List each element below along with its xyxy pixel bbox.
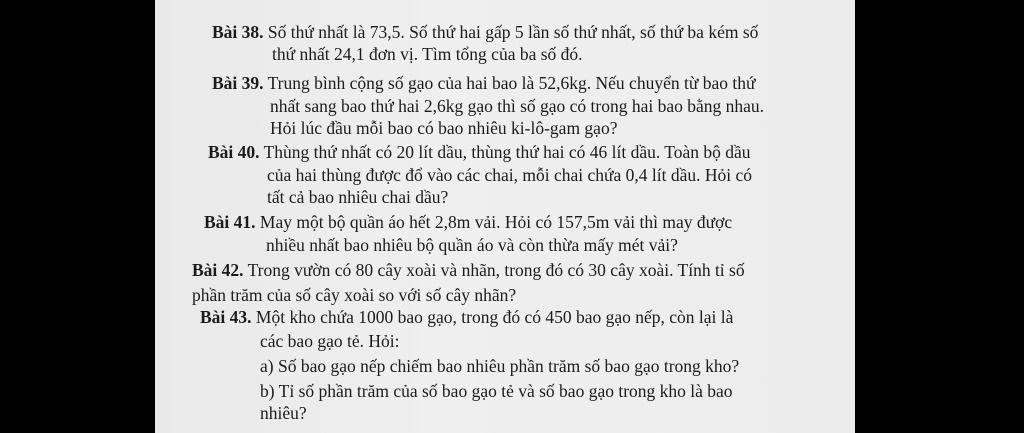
problem-38-line-2: thứ nhất 24,1 đơn vị. Tìm tổng của ba số đó.	[272, 44, 583, 64]
problem-41-line-2: nhiều nhất bao nhiêu bộ quần áo và còn thừa mấy mét vải?	[266, 235, 678, 255]
problem-39-line-3: Hỏi lúc đầu mỗi bao có bao nhiêu ki-lô-gam gạo?	[270, 118, 618, 138]
problem-41-line-1: Bài 41. May một bộ quần áo hết 2,8m vải. Hỏi có 157,5m vải thì may được	[204, 212, 733, 232]
problem-40-line-3: tất cả bao nhiêu chai dầu?	[267, 187, 449, 207]
problem-39-line-2: nhất sang bao thứ hai 2,6kg gạo thì số gạo có trong hai bao bằng nhau.	[270, 96, 765, 116]
problem-43-part-b-cont: nhiêu?	[260, 403, 307, 423]
problem-42-label: Bài 42.	[192, 260, 244, 280]
problem-43-label: Bài 43.	[200, 307, 252, 327]
problem-43-line-1: Bài 43. Một kho chứa 1000 bao gạo, trong đó có 450 bao gạo nếp, còn lại là	[200, 307, 734, 327]
problem-43-part-a: a) Số bao gạo nếp chiếm bao nhiêu phần trăm số bao gạo trong kho?	[260, 356, 740, 376]
problem-40-line-1: Bài 40. Thùng thứ nhất có 20 lít dầu, thùng thứ hai có 46 lít dầu. Toàn bộ dầu	[208, 142, 751, 162]
problem-39-line-1: Bài 39. Trung bình cộng số gạo của hai bao là 52,6kg. Nếu chuyển từ bao thứ	[212, 73, 756, 93]
problem-43-part-b: b) Tỉ số phần trăm của số bao gạo tẻ và số bao gạo trong kho là bao	[260, 381, 733, 401]
problem-38-label: Bài 38.	[212, 22, 264, 42]
problem-38-line-1: Bài 38. Số thứ nhất là 73,5. Số thứ hai gấp 5 lần số thứ nhất, số thứ ba kém số	[212, 22, 759, 42]
problem-42-line-2: phần trăm của số cây xoài so với số cây nhãn?	[192, 285, 517, 305]
problem-40-label: Bài 40.	[208, 142, 260, 162]
problem-40-line-2: của hai thùng được đổ vào các chai, mỗi chai chứa 0,4 lít dầu. Hỏi có	[267, 165, 753, 185]
problem-42-line-1: Bài 42. Trong vườn có 80 cây xoài và nhãn, trong đó có 30 cây xoài. Tính tỉ số	[192, 260, 745, 280]
problem-39-label: Bài 39.	[212, 73, 264, 93]
problem-43-line-2: các bao gạo tẻ. Hỏi:	[260, 331, 400, 351]
textbook-page	[155, 0, 855, 433]
problem-41-label: Bài 41.	[204, 212, 256, 232]
